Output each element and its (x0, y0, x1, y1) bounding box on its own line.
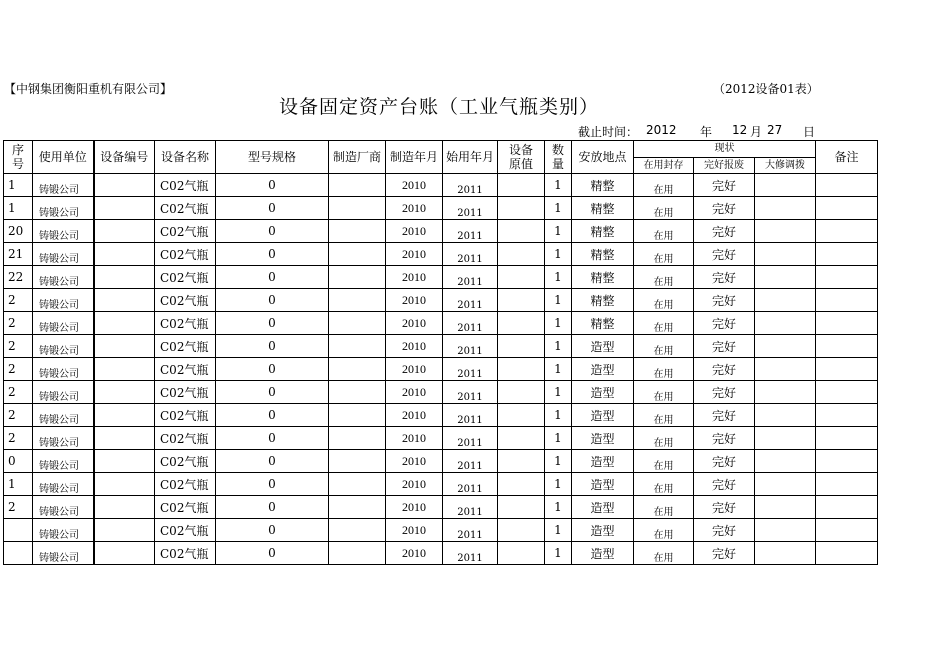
header-model: 型号规格 (216, 141, 329, 174)
cell-status-in-use: 在用 (634, 358, 694, 381)
cell-seq: 2 (4, 289, 33, 312)
cell-made: 2010 (386, 542, 443, 565)
cell-made: 2010 (386, 335, 443, 358)
cell-remark (816, 174, 878, 197)
cell-name: C02气瓶 (155, 335, 216, 358)
cell-remark (816, 427, 878, 450)
cell-value (498, 473, 545, 496)
cell-start: 2011 (443, 174, 498, 197)
cell-start: 2011 (443, 358, 498, 381)
cell-start: 2011 (443, 220, 498, 243)
cell-qty: 1 (545, 312, 572, 335)
cell-place: 造型 (572, 381, 634, 404)
cell-made: 2010 (386, 519, 443, 542)
cell-status-overhaul (755, 496, 816, 519)
cutoff-day: 27 (767, 123, 783, 137)
cell-value (498, 450, 545, 473)
cell-status-condition: 完好 (694, 381, 755, 404)
table-row (4, 289, 878, 312)
table-row (4, 496, 878, 519)
cell-status-overhaul (755, 427, 816, 450)
cell-unit: 铸锻公司 (33, 473, 94, 496)
cell-maker (329, 335, 386, 358)
table-row (4, 519, 878, 542)
cell-name: C02气瓶 (155, 519, 216, 542)
cell-status-overhaul (755, 519, 816, 542)
cell-value (498, 542, 545, 565)
cell-status-in-use: 在用 (634, 381, 694, 404)
cell-start: 2011 (443, 427, 498, 450)
table-row (4, 197, 878, 220)
cell-code (94, 381, 155, 404)
cell-unit: 铸锻公司 (33, 404, 94, 427)
cell-maker (329, 519, 386, 542)
cell-status-overhaul (755, 381, 816, 404)
cell-remark (816, 542, 878, 565)
cell-model: 0 (216, 335, 329, 358)
cell-name: C02气瓶 (155, 243, 216, 266)
cutoff-year: 2012 (646, 123, 677, 137)
cell-model: 0 (216, 243, 329, 266)
cell-qty: 1 (545, 335, 572, 358)
cell-value (498, 266, 545, 289)
cell-unit: 铸锻公司 (33, 358, 94, 381)
header-name: 设备名称 (155, 141, 216, 174)
cell-place: 造型 (572, 496, 634, 519)
cell-unit: 铸锻公司 (33, 289, 94, 312)
cell-code (94, 427, 155, 450)
cell-maker (329, 174, 386, 197)
cell-seq: 0 (4, 450, 33, 473)
cell-maker (329, 266, 386, 289)
table-row (4, 427, 878, 450)
cell-made: 2010 (386, 289, 443, 312)
cell-status-in-use: 在用 (634, 174, 694, 197)
cell-place: 造型 (572, 542, 634, 565)
cell-remark (816, 266, 878, 289)
cell-seq: 2 (4, 381, 33, 404)
cell-qty: 1 (545, 381, 572, 404)
cell-made: 2010 (386, 312, 443, 335)
header-qty: 数量 (545, 141, 572, 174)
cell-code (94, 220, 155, 243)
cell-name: C02气瓶 (155, 542, 216, 565)
cell-qty: 1 (545, 542, 572, 565)
cell-code (94, 266, 155, 289)
cell-status-in-use: 在用 (634, 266, 694, 289)
cell-code (94, 519, 155, 542)
cell-value (498, 197, 545, 220)
cell-value (498, 335, 545, 358)
header-seq: 序号 (4, 141, 33, 174)
cell-remark (816, 197, 878, 220)
cell-unit: 铸锻公司 (33, 335, 94, 358)
header-status: 现状 (634, 141, 816, 158)
cell-code (94, 335, 155, 358)
cell-status-overhaul (755, 473, 816, 496)
cell-made: 2010 (386, 220, 443, 243)
cell-qty: 1 (545, 496, 572, 519)
cell-value (498, 243, 545, 266)
cell-made: 2010 (386, 381, 443, 404)
cell-maker (329, 312, 386, 335)
cell-maker (329, 358, 386, 381)
cell-status-condition: 完好 (694, 358, 755, 381)
cell-status-condition: 完好 (694, 197, 755, 220)
table-row (4, 404, 878, 427)
cell-value (498, 381, 545, 404)
cell-remark (816, 404, 878, 427)
cell-name: C02气瓶 (155, 220, 216, 243)
cell-status-in-use: 在用 (634, 450, 694, 473)
cell-made: 2010 (386, 427, 443, 450)
cell-code (94, 197, 155, 220)
table-row (4, 335, 878, 358)
cell-name: C02气瓶 (155, 174, 216, 197)
cell-made: 2010 (386, 404, 443, 427)
table-row (4, 473, 878, 496)
table-row (4, 381, 878, 404)
cell-status-overhaul (755, 542, 816, 565)
cell-seq: 2 (4, 404, 33, 427)
cell-status-condition: 完好 (694, 473, 755, 496)
cell-value (498, 358, 545, 381)
cell-start: 2011 (443, 542, 498, 565)
cell-remark (816, 335, 878, 358)
cell-code (94, 542, 155, 565)
cell-status-in-use: 在用 (634, 197, 694, 220)
header-unit: 使用单位 (33, 141, 94, 174)
cell-seq: 20 (4, 220, 33, 243)
cell-status-in-use: 在用 (634, 473, 694, 496)
cell-value (498, 174, 545, 197)
header-start: 始用年月 (443, 141, 498, 174)
cell-unit: 铸锻公司 (33, 197, 94, 220)
company-name: 【中钢集团衡阳重机有限公司】 (4, 82, 173, 96)
cell-status-condition: 完好 (694, 519, 755, 542)
cell-status-in-use: 在用 (634, 243, 694, 266)
cell-name: C02气瓶 (155, 197, 216, 220)
cell-place: 精整 (572, 174, 634, 197)
cell-start: 2011 (443, 289, 498, 312)
cell-start: 2011 (443, 381, 498, 404)
cell-name: C02气瓶 (155, 358, 216, 381)
cell-place: 造型 (572, 427, 634, 450)
cell-unit: 铸锻公司 (33, 519, 94, 542)
cell-unit: 铸锻公司 (33, 266, 94, 289)
cell-status-condition: 完好 (694, 450, 755, 473)
cell-value (498, 496, 545, 519)
cell-place: 造型 (572, 358, 634, 381)
cell-maker (329, 542, 386, 565)
header-value: 设备原值 (498, 141, 545, 174)
cell-made: 2010 (386, 266, 443, 289)
cell-qty: 1 (545, 450, 572, 473)
cell-model: 0 (216, 450, 329, 473)
cell-model: 0 (216, 197, 329, 220)
table-row (4, 220, 878, 243)
cell-seq: 2 (4, 312, 33, 335)
cell-unit: 铸锻公司 (33, 496, 94, 519)
header-made: 制造年月 (386, 141, 443, 174)
cell-place: 精整 (572, 312, 634, 335)
cell-unit: 铸锻公司 (33, 542, 94, 565)
cell-unit: 铸锻公司 (33, 174, 94, 197)
cell-seq: 2 (4, 496, 33, 519)
cell-status-condition: 完好 (694, 542, 755, 565)
cell-status-condition: 完好 (694, 220, 755, 243)
cell-status-condition: 完好 (694, 289, 755, 312)
table-row (4, 450, 878, 473)
cell-code (94, 450, 155, 473)
cell-name: C02气瓶 (155, 289, 216, 312)
cell-place: 精整 (572, 243, 634, 266)
cell-made: 2010 (386, 358, 443, 381)
cell-seq: 21 (4, 243, 33, 266)
cell-qty: 1 (545, 266, 572, 289)
cell-status-in-use: 在用 (634, 542, 694, 565)
cell-qty: 1 (545, 220, 572, 243)
cell-name: C02气瓶 (155, 266, 216, 289)
cell-place: 精整 (572, 220, 634, 243)
cell-maker (329, 243, 386, 266)
cell-code (94, 312, 155, 335)
cell-status-in-use: 在用 (634, 427, 694, 450)
cell-status-in-use: 在用 (634, 312, 694, 335)
cell-start: 2011 (443, 450, 498, 473)
cell-status-overhaul (755, 243, 816, 266)
cell-status-overhaul (755, 358, 816, 381)
cell-status-in-use: 在用 (634, 220, 694, 243)
cell-name: C02气瓶 (155, 381, 216, 404)
cell-place: 精整 (572, 289, 634, 312)
cell-made: 2010 (386, 473, 443, 496)
cell-made: 2010 (386, 197, 443, 220)
cell-status-overhaul (755, 312, 816, 335)
cell-qty: 1 (545, 473, 572, 496)
cell-seq: 1 (4, 473, 33, 496)
cell-maker (329, 496, 386, 519)
cell-start: 2011 (443, 197, 498, 220)
asset-ledger-table (3, 140, 878, 565)
cell-status-condition: 完好 (694, 174, 755, 197)
cell-start: 2011 (443, 266, 498, 289)
cell-model: 0 (216, 496, 329, 519)
cell-qty: 1 (545, 358, 572, 381)
cell-seq: 2 (4, 335, 33, 358)
cutoff-label: 截止时间： (578, 125, 639, 139)
cell-value (498, 289, 545, 312)
cell-start: 2011 (443, 335, 498, 358)
cell-remark (816, 243, 878, 266)
cell-unit: 铸锻公司 (33, 427, 94, 450)
cell-unit: 铸锻公司 (33, 243, 94, 266)
cell-status-in-use: 在用 (634, 496, 694, 519)
cell-place: 造型 (572, 473, 634, 496)
cell-start: 2011 (443, 519, 498, 542)
table-row (4, 243, 878, 266)
cell-model: 0 (216, 542, 329, 565)
cell-code (94, 473, 155, 496)
cell-status-overhaul (755, 220, 816, 243)
cell-model: 0 (216, 312, 329, 335)
cell-seq: 2 (4, 358, 33, 381)
cell-status-in-use: 在用 (634, 335, 694, 358)
cell-status-in-use: 在用 (634, 519, 694, 542)
cutoff-month-unit: 月 (750, 125, 763, 139)
cell-status-overhaul (755, 289, 816, 312)
cell-status-overhaul (755, 174, 816, 197)
cell-status-condition: 完好 (694, 496, 755, 519)
cell-value (498, 220, 545, 243)
cell-place: 造型 (572, 450, 634, 473)
cell-code (94, 174, 155, 197)
cell-remark (816, 312, 878, 335)
cell-place: 造型 (572, 335, 634, 358)
cell-status-condition: 完好 (694, 266, 755, 289)
cell-model: 0 (216, 381, 329, 404)
cell-code (94, 289, 155, 312)
cell-seq: 1 (4, 197, 33, 220)
cell-model: 0 (216, 266, 329, 289)
cell-value (498, 519, 545, 542)
cell-remark (816, 519, 878, 542)
cell-value (498, 427, 545, 450)
table-number: （2012设备01表） (713, 82, 819, 96)
cell-qty: 1 (545, 289, 572, 312)
cell-place: 造型 (572, 404, 634, 427)
table-row (4, 312, 878, 335)
header-status-overhaul: 大修调拨 (755, 158, 816, 174)
cell-model: 0 (216, 404, 329, 427)
cell-start: 2011 (443, 312, 498, 335)
cell-status-condition: 完好 (694, 243, 755, 266)
cell-qty: 1 (545, 174, 572, 197)
cell-remark (816, 220, 878, 243)
cell-value (498, 312, 545, 335)
cell-model: 0 (216, 358, 329, 381)
cell-name: C02气瓶 (155, 473, 216, 496)
cell-maker (329, 473, 386, 496)
cell-model: 0 (216, 289, 329, 312)
table-row (4, 542, 878, 565)
cell-maker (329, 450, 386, 473)
cell-model: 0 (216, 220, 329, 243)
cell-model: 0 (216, 519, 329, 542)
cell-qty: 1 (545, 519, 572, 542)
header-status-condition: 完好报废 (694, 158, 755, 174)
cell-remark (816, 381, 878, 404)
cell-start: 2011 (443, 496, 498, 519)
cell-model: 0 (216, 174, 329, 197)
page-title: 设备固定资产台账（工业气瓶类别） (279, 96, 600, 118)
cell-made: 2010 (386, 243, 443, 266)
cell-status-overhaul (755, 266, 816, 289)
cell-maker (329, 427, 386, 450)
cell-unit: 铸锻公司 (33, 450, 94, 473)
cell-maker (329, 220, 386, 243)
cell-status-overhaul (755, 450, 816, 473)
cell-remark (816, 289, 878, 312)
cell-seq: 1 (4, 174, 33, 197)
cutoff-month: 12 (732, 123, 748, 137)
header-place: 安放地点 (572, 141, 634, 174)
cell-seq (4, 519, 33, 542)
cell-status-overhaul (755, 197, 816, 220)
cell-maker (329, 404, 386, 427)
cell-code (94, 358, 155, 381)
cell-code (94, 243, 155, 266)
cell-status-condition: 完好 (694, 404, 755, 427)
cell-remark (816, 450, 878, 473)
cell-unit: 铸锻公司 (33, 381, 94, 404)
cell-model: 0 (216, 473, 329, 496)
cell-unit: 铸锻公司 (33, 220, 94, 243)
cell-name: C02气瓶 (155, 496, 216, 519)
cell-maker (329, 289, 386, 312)
cell-name: C02气瓶 (155, 427, 216, 450)
cell-place: 精整 (572, 266, 634, 289)
header-maker: 制造厂商 (329, 141, 386, 174)
cell-value (498, 404, 545, 427)
cell-name: C02气瓶 (155, 312, 216, 335)
cell-place: 造型 (572, 519, 634, 542)
cell-maker (329, 381, 386, 404)
table-row (4, 358, 878, 381)
cell-unit: 铸锻公司 (33, 312, 94, 335)
cell-seq (4, 542, 33, 565)
cell-remark (816, 358, 878, 381)
header-status-in-use: 在用封存 (634, 158, 694, 174)
cell-status-in-use: 在用 (634, 404, 694, 427)
header-code: 设备编号 (94, 141, 155, 174)
cell-start: 2011 (443, 243, 498, 266)
cell-code (94, 496, 155, 519)
cell-maker (329, 197, 386, 220)
cell-seq: 22 (4, 266, 33, 289)
cell-made: 2010 (386, 174, 443, 197)
cell-start: 2011 (443, 473, 498, 496)
cell-status-in-use: 在用 (634, 289, 694, 312)
cell-place: 精整 (572, 197, 634, 220)
cell-qty: 1 (545, 243, 572, 266)
cell-status-overhaul (755, 404, 816, 427)
cell-status-overhaul (755, 335, 816, 358)
cell-name: C02气瓶 (155, 404, 216, 427)
cell-qty: 1 (545, 197, 572, 220)
cell-code (94, 404, 155, 427)
cell-name: C02气瓶 (155, 450, 216, 473)
cell-status-condition: 完好 (694, 312, 755, 335)
table-row (4, 266, 878, 289)
cutoff-year-unit: 年 (700, 125, 713, 139)
cell-start: 2011 (443, 404, 498, 427)
cell-qty: 1 (545, 427, 572, 450)
cell-model: 0 (216, 427, 329, 450)
cell-status-condition: 完好 (694, 335, 755, 358)
cell-made: 2010 (386, 496, 443, 519)
cell-made: 2010 (386, 450, 443, 473)
header-remark: 备注 (816, 141, 878, 174)
cell-status-condition: 完好 (694, 427, 755, 450)
table-row (4, 174, 878, 197)
cell-remark (816, 473, 878, 496)
cutoff-day-unit: 日 (803, 125, 816, 139)
cell-seq: 2 (4, 427, 33, 450)
cell-qty: 1 (545, 404, 572, 427)
cell-remark (816, 496, 878, 519)
